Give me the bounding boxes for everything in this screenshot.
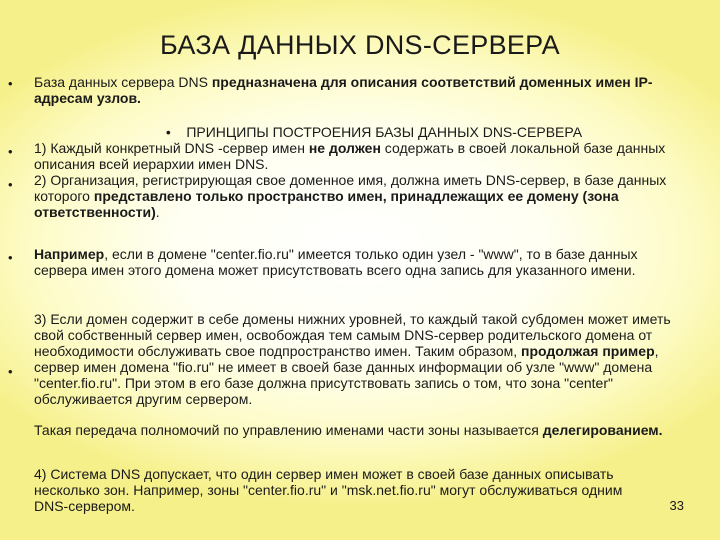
principle-1-text-end: содержать в своей локальной базе данных описания всей иерархии имен DNS. <box>34 140 666 172</box>
principle-2-bold: представлено только пространство имен, принадлежащих ее домену (зона ответственности) <box>34 188 619 220</box>
principles-heading <box>34 124 684 140</box>
bullet-marker: • <box>8 177 13 192</box>
example-paragraph <box>34 246 684 278</box>
bullet-marker: • <box>8 364 13 379</box>
principle-2-text-end: . <box>155 204 160 220</box>
bullet-marker: • <box>8 76 13 91</box>
example-text: , если в домене "center.fio.ru" имеется только один узел - "www", то в базе данных сервера имен этого домена может присутствовать всего одна запись для указанного имени. <box>34 246 638 278</box>
heading-text: ПРИНЦИПЫ ПОСТРОЕНИЯ БАЗЫ ДАННЫХ DNS-СЕРВЕРА <box>186 124 583 140</box>
page-number: 33 <box>669 498 684 513</box>
bullet-marker: • <box>8 250 13 265</box>
principle-2-text: 2) Организация, регистрирующая свое доменное имя, должна иметь DNS-сервер, в базе данных которого <box>34 172 667 204</box>
principle-1-bold: не должен <box>308 140 381 156</box>
subdomains-text-end: , сервер имен домена "fio.ru" не имеет в своей базе данных информации об узле "www" домена "center.fio.ru". При этом в его базе должна присутствовать запись о том, что зона "center" обслуживается другим сервером. <box>34 343 659 407</box>
multizone-paragraph <box>34 466 684 514</box>
bullet-marker: • <box>8 144 13 159</box>
delegation-text: Такая передача полномочий по управлению именами части зоны называется <box>34 422 543 438</box>
subdomains-text: 3) Если домен содержит в себе домены нижних уровней, то каждый такой субдомен может иметь свой собственный сервер имен, освобождая тем самым DNS-сервер родительского домена от необходимости обслуживать свое подпространство имен. Таким образом, <box>34 311 671 359</box>
delegation-bold: делегированием. <box>542 422 663 438</box>
intro-text: База данных сервера DNS <box>34 74 212 90</box>
principles-section <box>34 124 684 220</box>
heading-bullet: • <box>165 124 171 140</box>
principle-2 <box>34 172 684 220</box>
delegation-paragraph <box>34 422 684 438</box>
principle-1-text: 1) Каждый конкретный DNS -сервер имен <box>34 140 309 156</box>
example-lead: Например <box>34 246 105 262</box>
principle-1 <box>34 140 684 172</box>
subdomains-paragraph <box>34 311 684 407</box>
intro-text-bold: предназначена для описания соответствий доменных имен IP-адресам узлов. <box>34 74 653 106</box>
slide-title: БАЗА ДАННЫХ DNS-СЕРВЕРА <box>160 30 560 60</box>
subdomains-bold: продолжая пример <box>521 343 655 359</box>
intro-paragraph <box>34 74 684 106</box>
multizone-text: 4) Система DNS допускает, что один сервер имен может в своей базе данных описывать несколько зон. Например, зоны "center.fio.ru" и "msk.net.fio.ru" могут обслуживаться одним DNS-сервером. <box>34 466 623 514</box>
